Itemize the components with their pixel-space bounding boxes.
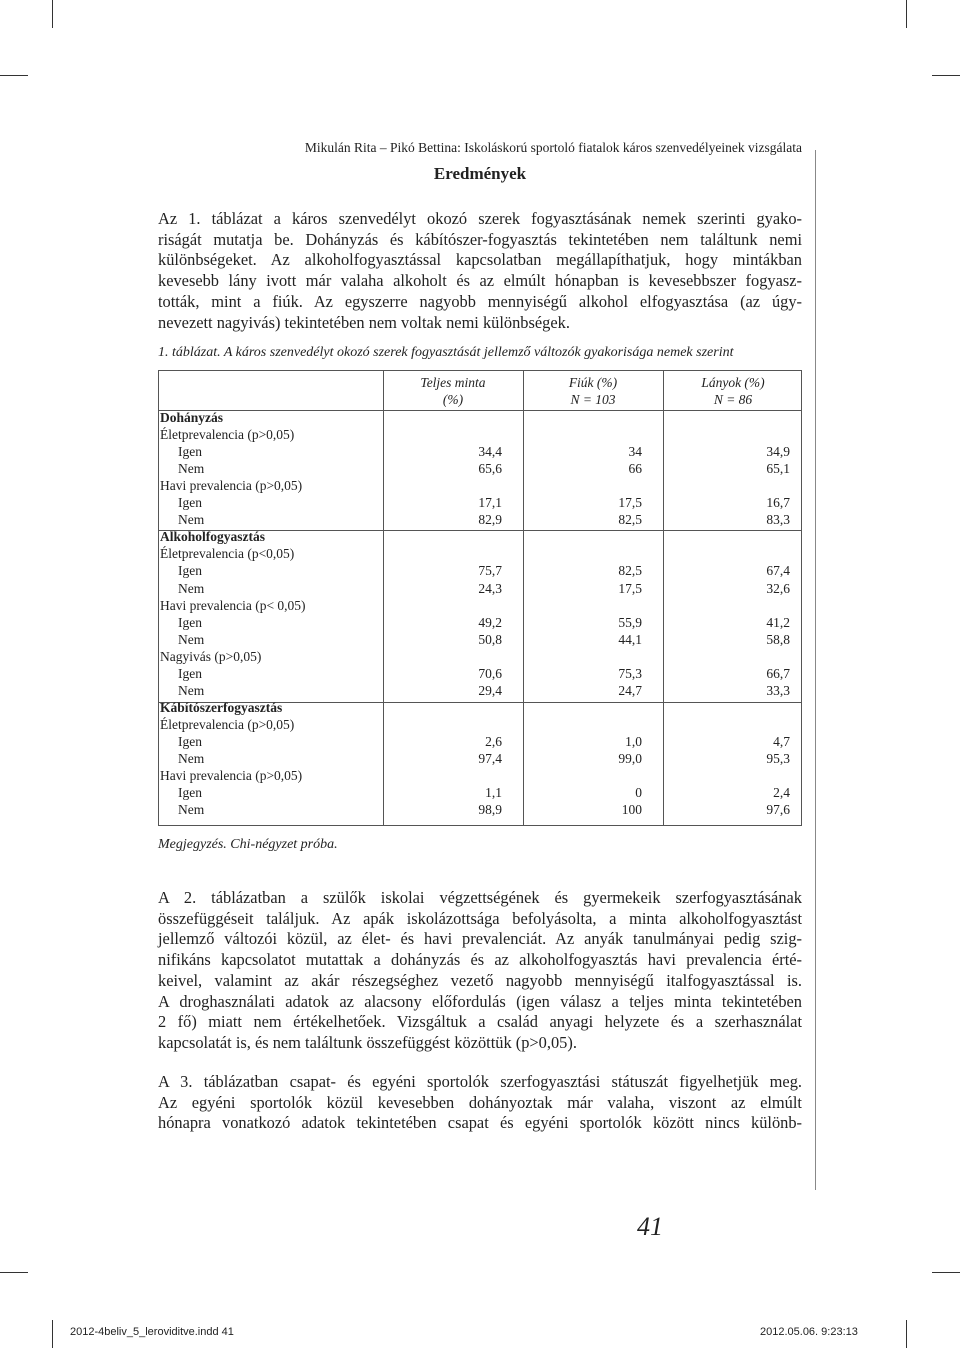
crop-mark xyxy=(906,1320,907,1348)
text-line: A 2. táblázatban a szülők iskolai végzettségének és gyermekeik szerfogyasztásának xyxy=(158,888,802,907)
paragraph-2 xyxy=(158,888,802,1054)
table-row xyxy=(160,733,790,750)
table-row xyxy=(160,545,780,562)
crop-mark xyxy=(0,75,28,76)
cell-value: 99,0 xyxy=(618,751,642,766)
text-line: Az egyéni sportolók közül kevesebben dohányoztak már valaha, viszont az elmúlt xyxy=(158,1092,802,1112)
column-header xyxy=(523,374,663,408)
column-header-label: Teljes minta xyxy=(420,375,486,390)
table-row xyxy=(160,682,790,699)
column-header-sub: (%) xyxy=(442,392,464,407)
cell-value: 82,9 xyxy=(478,512,502,528)
table-row xyxy=(160,716,780,733)
page-number: 41 xyxy=(637,1212,663,1241)
cell-value: 16,7 xyxy=(766,495,790,511)
cell-value: 34,9 xyxy=(766,444,790,460)
paragraph-3 xyxy=(158,1072,802,1134)
table-row xyxy=(160,767,780,784)
text-line: nevezett nagyivás) tekintetében nem voltak nemi különbségek. xyxy=(158,312,570,332)
crop-mark xyxy=(932,75,960,76)
footer-filename: 2012-4beliv_5_leroviditve.indd 41 xyxy=(70,1326,234,1338)
row-label: Igen xyxy=(178,614,202,630)
cell-value: 82,5 xyxy=(618,512,642,528)
cell-value: 41,2 xyxy=(766,614,790,630)
text-line: jellemző változói közül, az élet- és havi prevalenciát. Az anyák tanulmányai pedig szig- xyxy=(158,929,802,949)
text-line: nifikáns kapcsolatot mutattak a dohányzás és az alkoholfogyasztás havi prevalencia érté- xyxy=(158,950,802,970)
crop-mark xyxy=(52,0,53,28)
margin-rule xyxy=(815,150,816,1190)
row-label: Igen xyxy=(178,665,202,681)
table-row xyxy=(160,580,790,597)
cell-value: 83,3 xyxy=(766,512,790,528)
text-line: összefüggéseit találjuk. Az apák iskolázottsága befolyásolta, a minta alkoholfogyasztást xyxy=(158,908,802,928)
table-note: Megjegyzés. Chi-négyzet próba. xyxy=(158,837,338,852)
cell-value: 4,7 xyxy=(773,733,790,749)
cell-value: 17,5 xyxy=(618,580,642,596)
cell-value: 97,6 xyxy=(766,802,790,818)
row-label: Nagyivás (p>0,05) xyxy=(160,648,262,664)
table-row xyxy=(160,494,790,511)
text-line: kevesebb lány ivott már valaha alkoholt és az elmúlt hónapban is kevesebbszer fogyasz- xyxy=(158,271,802,291)
row-label: Nem xyxy=(178,580,205,596)
row-label: Dohányzás xyxy=(160,410,224,425)
table-row xyxy=(160,597,780,614)
text-line: 2 fő) miatt nem értékelhetőek. Vizsgáltuk a család anyagi helyzete és a szerhasználat xyxy=(158,1012,802,1032)
row-label: Életprevalencia (p>0,05) xyxy=(160,716,295,732)
crop-mark xyxy=(52,1320,53,1348)
row-label: Nem xyxy=(178,682,205,698)
table-row xyxy=(160,648,780,665)
cell-value: 67,4 xyxy=(766,563,790,579)
text-line: tották, mint a fiúk. Az egyszerre nagyobb mennyiségű alkohol elfogyasztása (az úgy- xyxy=(158,291,802,311)
cell-value: 17,5 xyxy=(618,495,642,511)
column-header-sub: N = 103 xyxy=(570,392,616,407)
paragraph-1 xyxy=(158,209,802,333)
crop-mark xyxy=(932,1272,960,1273)
table-row xyxy=(160,665,790,682)
table-row xyxy=(160,784,790,801)
cell-value: 58,8 xyxy=(766,631,790,647)
text-line: hónapra vonatkozó adatok tekintetében csapat és egyéni sportolók között nincs különb- xyxy=(158,1113,802,1133)
table-row xyxy=(160,477,780,494)
cell-value: 29,4 xyxy=(478,682,502,698)
cell-value: 1,1 xyxy=(485,785,502,801)
text-line: keivel, valamint az akár részegséghez vezető nagyobb mennyiségű italfogyasztással is. xyxy=(158,970,802,990)
cell-value: 98,9 xyxy=(478,802,502,818)
cell-value: 1,0 xyxy=(625,733,642,749)
cell-value: 100 xyxy=(621,802,642,818)
footer-timestamp: 2012.05.06. 9:23:13 xyxy=(760,1326,858,1338)
row-label: Életprevalencia (p>0,05) xyxy=(160,427,295,443)
row-label: Alkoholfogyasztás xyxy=(160,529,266,545)
cell-value: 75,3 xyxy=(618,665,642,681)
row-label: Havi prevalencia (p>0,05) xyxy=(160,768,303,784)
cell-value: 95,3 xyxy=(766,751,790,766)
section-title: Eredmények xyxy=(433,164,527,183)
cell-value: 0 xyxy=(635,785,642,801)
crop-mark xyxy=(906,0,907,28)
row-label: Nem xyxy=(178,512,205,528)
row-label: Nem xyxy=(178,461,205,477)
cell-value: 2,6 xyxy=(485,733,502,749)
cell-value: 50,8 xyxy=(478,631,502,647)
text-line: kapcsolatát is, és nem találtunk összefüggést közöttük (p>0,05). xyxy=(158,1032,577,1052)
cell-value: 2,4 xyxy=(773,785,790,801)
table-row xyxy=(160,801,790,818)
table-row xyxy=(160,631,790,648)
row-label: Nem xyxy=(178,802,205,818)
table-row xyxy=(160,528,780,545)
table-row xyxy=(160,426,780,443)
text-line: különbségeket. Az alkoholfogyasztással kapcsolatban megállapíthatjuk, hogy mintákban xyxy=(158,250,802,270)
row-label: Igen xyxy=(178,785,202,801)
crop-mark xyxy=(0,1272,28,1273)
text-line: A droghasználati adatok az alacsony előfordulás (igen válasz a teljes minta tekintetében xyxy=(158,991,802,1011)
table-caption: 1. táblázat. A káros szenvedélyt okozó szerek fogyasztását jellemző változók gyakorisága nemek szerint xyxy=(158,345,734,360)
text-line: A 3. táblázatban csapat- és egyéni sportolók szerfogyasztási státuszát figyelhetjük meg. xyxy=(158,1072,802,1091)
running-header: Mikulán Rita – Pikó Bettina: Iskoláskorú sportoló fiatalok káros szenvedélyeinek vizsgálata xyxy=(304,140,802,155)
cell-value: 65,6 xyxy=(478,461,502,477)
cell-value: 17,1 xyxy=(478,495,502,511)
column-header-label: Fiúk (%) xyxy=(568,375,618,390)
table-row xyxy=(160,409,780,426)
column-header-label: Lányok (%) xyxy=(701,375,765,390)
table-row xyxy=(160,614,790,631)
cell-value: 82,5 xyxy=(618,563,642,579)
row-label: Havi prevalencia (p< 0,05) xyxy=(160,597,306,613)
cell-value: 33,3 xyxy=(766,682,790,698)
cell-value: 44,1 xyxy=(618,631,642,647)
cell-value: 34 xyxy=(628,444,642,460)
text-line: Az 1. táblázat a káros szenvedélyt okozó szerek fogyasztásának nemek szerinti gyako- xyxy=(158,209,802,228)
cell-value: 24,7 xyxy=(618,682,642,698)
column-header-sub: N = 86 xyxy=(713,392,753,407)
row-label: Nem xyxy=(178,751,205,766)
cell-value: 32,6 xyxy=(766,580,790,596)
cell-value: 70,6 xyxy=(478,665,502,681)
cell-value: 65,1 xyxy=(766,461,790,477)
table-row xyxy=(160,750,790,767)
row-label: Nem xyxy=(178,631,205,647)
cell-value: 49,2 xyxy=(478,614,502,630)
row-label: Kábítószerfogyasztás xyxy=(160,699,283,715)
table-row xyxy=(160,443,790,460)
text-line: riságát mutatja be. Dohányzás és kábítószer-fogyasztás tekintetében nem találtunk nemi xyxy=(158,229,802,249)
table-row xyxy=(160,562,790,579)
cell-value: 24,3 xyxy=(478,580,502,596)
row-label: Életprevalencia (p<0,05) xyxy=(160,546,295,562)
row-label: Igen xyxy=(178,563,202,579)
cell-value: 75,7 xyxy=(478,563,502,579)
cell-value: 66 xyxy=(628,461,642,477)
row-label: Havi prevalencia (p>0,05) xyxy=(160,478,303,494)
table-row xyxy=(160,460,790,477)
column-header xyxy=(383,374,523,408)
row-label: Igen xyxy=(178,444,202,460)
cell-value: 34,4 xyxy=(478,444,502,460)
cell-value: 97,4 xyxy=(478,751,502,766)
table-row xyxy=(160,699,780,716)
column-header xyxy=(663,374,803,408)
row-label: Igen xyxy=(178,733,202,749)
cell-value: 66,7 xyxy=(766,665,790,681)
cell-value: 55,9 xyxy=(618,614,642,630)
table-row xyxy=(160,511,790,528)
row-label: Igen xyxy=(178,495,202,511)
